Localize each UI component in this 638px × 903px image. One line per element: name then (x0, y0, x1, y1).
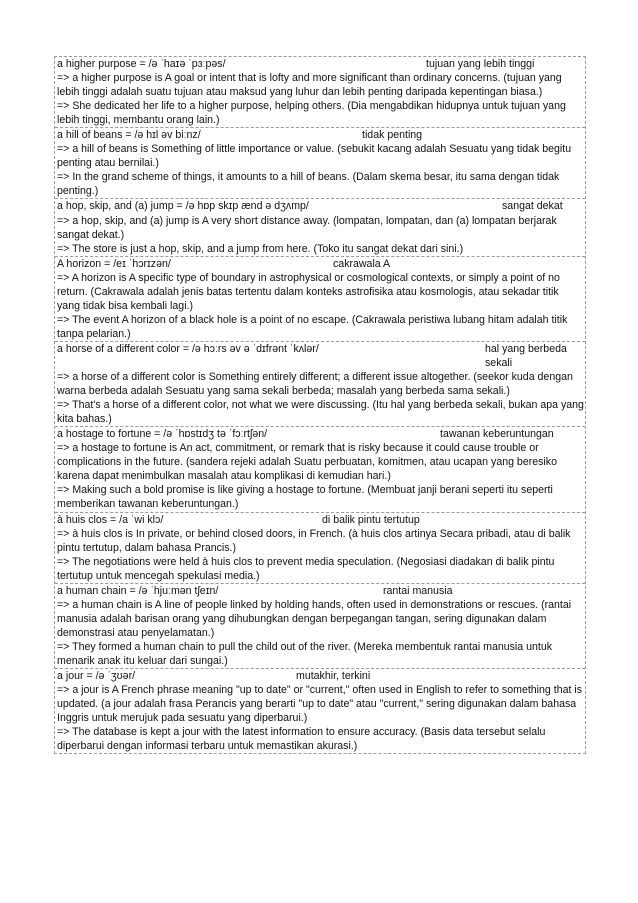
entry-translation: di balik pintu tertutup (322, 513, 420, 526)
entry-header (57, 584, 584, 598)
entry-example: => They formed a human chain to pull the child out of the river. (Mereka membentuk rantai manusia untuk menarik anak itu keluar dari sungai.) (57, 640, 553, 667)
entry-definition: => a higher purpose is A goal or intent that is lofty and more significant than ordinary concerns. (tujuan yang lebih tinggi adalah suatu tujuan atau maksud yang luhur dan lebih penting daripada kepentingan biasa.) (57, 72, 562, 99)
vocab-entry (55, 57, 585, 127)
entry-definition: => a horse of a different color is Something entirely different; a different issue altogether. (seekor kuda dengan warna berbeda adalah Sesuatu yang sama sekali berbeda; masalah yang berbeda sama sekali.) (57, 371, 573, 398)
vocab-entry (55, 198, 585, 255)
entry-example: => The event A horizon of a black hole is a point of no escape. (Cakrawala peristiwa lubang hitam adalah titik tanpa pelarian.) (57, 313, 568, 340)
entry-translation: sangat dekat (502, 200, 563, 213)
entry-example: => The store is just a hop, skip, and a jump from here. (Toko itu sangat dekat dari sini.) (57, 242, 464, 255)
entry-definition: => a jour is A French phrase meaning "up to date" or "current," often used in English to refer to something that is updated. (a jour adalah frasa Perancis yang berarti "up to date" atau "current," sering digunakan dalam bahasa Inggris untuk merujuk pada sesuatu yang diperbarui.) (57, 684, 583, 725)
entry-translation: tujuan yang lebih tinggi (426, 58, 535, 70)
entry-term: a higher purpose = /ə ˈhaɪə ˈpɜːpəs/ (57, 58, 226, 70)
entry-term: à huis clos = /a ˈwi klɔ/ (57, 513, 164, 526)
entry-translation: rantai manusia (383, 584, 453, 597)
entry-translation: hal yang berbeda sekali (485, 342, 567, 369)
entry-term: A horizon = /eɪ ˈhɔrɪzən/ (57, 257, 171, 270)
entry-term: a hill of beans = /ə hɪl əv biːnz/ (57, 129, 201, 142)
entry-example: => In the grand scheme of things, it amounts to a hill of beans. (Dalam skema besar, itu sama dengan tidak penting.) (57, 171, 560, 198)
entry-definition: => a hop, skip, and (a) jump is A very short distance away. (lompatan, lompatan, dan (a) lompatan berjarak sangat dekat.) (57, 214, 557, 241)
entry-example: => Making such a bold promise is like giving a hostage to fortune. (Membuat janji berani seperti itu seperti memberikan tawanan keberuntungan.) (57, 484, 553, 511)
vocab-entry (55, 583, 585, 668)
entry-header (57, 57, 584, 71)
entry-header (57, 513, 584, 527)
entry-header (57, 257, 584, 271)
entry-translation: cakrawala A (333, 257, 391, 270)
vocab-entry (55, 256, 585, 341)
entry-term: a hostage to fortune = /ə ˈhɒstɪdʒ tə ˈfɔːrtʃən/ (57, 428, 268, 441)
vocab-entry (55, 668, 585, 753)
vocabulary-list (54, 56, 586, 754)
entry-header (57, 669, 584, 683)
entry-translation: mutakhir, terkini (296, 670, 371, 683)
entry-definition: => a human chain is A line of people linked by holding hands, often used in demonstrations or rescues. (rantai manusia adalah barisan orang yang dihubungkan dengan berpegangan tangan, sering digunakan dalam demonstrasi atau penyelamatan.) (57, 598, 572, 639)
entry-example: => The negotiations were held à huis clos to prevent media speculation. (Negosiasi diadakan di balik pintu tertutup untuk mencegah spekulasi media.) (57, 555, 555, 582)
entry-term: a human chain = /ə ˈhjuːmən tʃeɪn/ (57, 584, 219, 597)
entry-definition: => à huis clos is In private, or behind closed doors, in French. (à huis clos artinya Secara pribadi, atau di balik pintu tertutup, dalam bahasa Prancis.) (57, 527, 571, 554)
vocab-entry (55, 512, 585, 583)
entry-header (57, 128, 584, 142)
entry-term: a horse of a different color = /ə hɔːrs əv ə ˈdɪfrənt ˈkʌlər/ (57, 342, 319, 355)
entry-term: a jour = /ə ˈʒʊər/ (57, 670, 136, 683)
entry-translation: tawanan keberuntungan (440, 428, 554, 441)
vocab-entry (55, 341, 585, 426)
entry-header (57, 427, 584, 441)
vocab-entry (55, 426, 585, 511)
entry-term: a hop, skip, and (a) jump = /ə hɒp skɪp ænd ə dʒʌmp/ (57, 200, 309, 213)
entry-example: => She dedicated her life to a higher purpose, helping others. (Dia mengabdikan hidupnya untuk tujuan yang lebih tinggi, membantu orang lain.) (57, 100, 566, 127)
vocab-entry (55, 127, 585, 198)
entry-definition: => A horizon is A specific type of boundary in astrophysical or cosmological contexts, or simply a point of no return. (Cakrawala adalah jenis batas tertentu dalam konteks astrofisika atau kosmologis, atau sekadar titik yang tidak bisa kembali lagi.) (57, 271, 560, 312)
entry-definition: => a hill of beans is Something of little importance or value. (sebukit kacang adalah Sesuatu yang tidak begitu penting atau bernilai.) (57, 143, 572, 170)
entry-translation: tidak penting (362, 129, 423, 142)
entry-example: => That's a horse of a different color, not what we were discussing. (Itu hal yang berbeda sekali, bukan apa yang kita bahas.) (57, 399, 584, 426)
entry-example: => The database is kept a jour with the latest information to ensure accuracy. (Basis data tersebut selalu diperbarui dengan informasi terbaru untuk memastikan akurasi.) (57, 726, 546, 753)
entry-header (57, 342, 584, 370)
entry-header (57, 199, 584, 213)
entry-definition: => a hostage to fortune is An act, commitment, or remark that is risky because it could cause trouble or complications in the future. (sandera rejeki adalah Suatu perbuatan, komitmen, atau ucapan yang beresiko karena dapat menimbulkan masalah atau komplikasi di kemudian hari.) (57, 442, 557, 483)
